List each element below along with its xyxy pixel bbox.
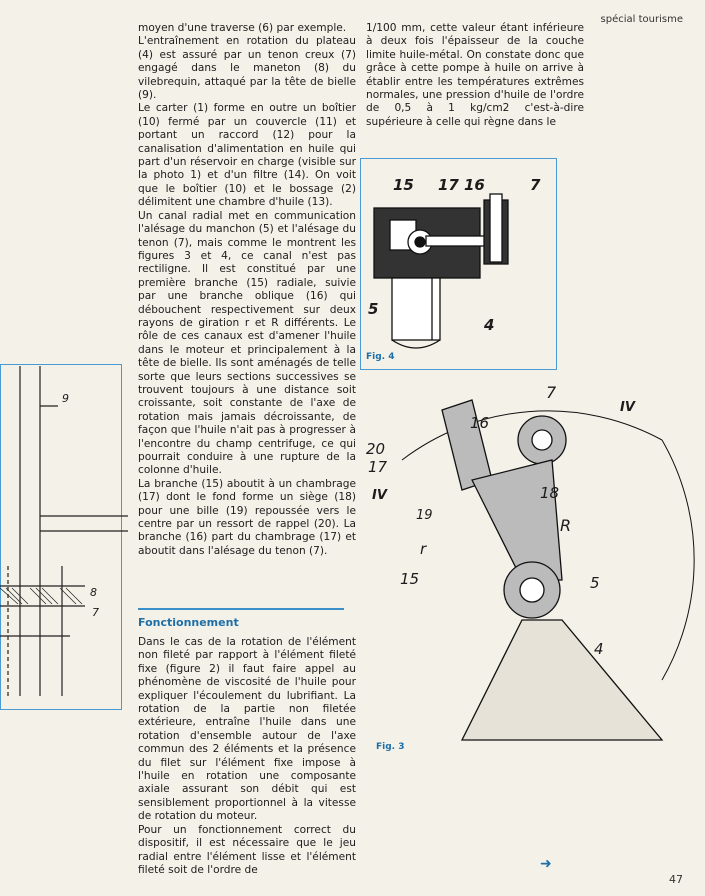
figure-3-caption: Fig. 3 [376, 742, 405, 752]
figure-3-label: IV [620, 400, 635, 415]
figure-3-label: 19 [416, 508, 433, 523]
figure-4-caption: Fig. 4 [366, 352, 395, 362]
figure-4-label: 5 [368, 300, 379, 318]
paragraph: La branche (15) aboutit à un chambrage (17) dont le fond forme un siège (18) pour une bille (19) repoussée vers le centre par un ressort de rappel (20). La branche (16) part du chambrage (17) et aboutit dans l'alésage du tenon (7). [138, 477, 356, 557]
figure-2-drawing [0, 366, 130, 706]
figure-3-label: 5 [590, 574, 600, 592]
figure-3-label: 15 [400, 570, 420, 588]
figure-4-label: 16 [464, 176, 485, 194]
figure-4-label: 17 [438, 176, 459, 194]
figure-3-label: 7 [546, 383, 557, 402]
figure-3-label: 17 [368, 458, 388, 476]
figure-3-label: R [560, 516, 572, 535]
figure-3-label: 18 [540, 484, 560, 502]
section-heading: Fonctionnement [138, 608, 344, 629]
paragraph: L'entraînement en rotation du plateau (4) est assuré par un tenon creux (7) engagé dans le maneton (8) du vilebrequin, attaqué par la tête de bielle (9). [138, 35, 356, 102]
figure-3-label: r [420, 540, 427, 558]
figure-2-label: 7 [92, 606, 99, 619]
running-head: spécial tourisme [600, 14, 683, 25]
paragraph: Le carter (1) forme en outre un boîtier (10) fermé par un couvercle (11) et portant un raccord (12) pour la canalisation d'alimentation en huile qui part d'un réservoir en charge (visible sur la photo 1) et d'un filtre (14). On voit que le boîtier (10) et le bossage (2) délimitent une chambre d'huile (13). [138, 102, 356, 209]
figure-4-label: 15 [393, 176, 414, 194]
paragraph: 1/100 mm, cette valeur étant inférieure à deux fois l'épaisseur de la couche limite huile-métal. On constate donc que grâce à cette pompe à huile on arrive à établir entre les températures extrêmes normales, une pression d'huile de l'ordre de 0,5 à 1 kg/cm2 c'est-à-dire supérieure à celle qui règne dans le [366, 22, 584, 128]
figure-2-label: 9 [62, 392, 69, 405]
figure-4-label: 4 [484, 316, 495, 334]
body-column-right [366, 22, 584, 129]
figure-4-label: 7 [530, 176, 541, 194]
figure-3-label: 4 [594, 640, 604, 658]
body-column-lower [138, 636, 356, 877]
page-number: 47 [669, 873, 683, 886]
continue-arrow-icon: ➜ [540, 856, 552, 872]
figure-2-label: 8 [90, 586, 97, 599]
body-column-middle [138, 22, 356, 558]
paragraph: Un canal radial met en communication l'alésage du manchon (5) et l'alésage du tenon (7), mais comme le montrent les figures 3 et 4, ce canal n'est pas rectiligne. Il est constitué par une première branche (15) radiale, suivie par une branche oblique (16) qui débouchent respectivement sur deux rayons de giration r et R différents. Le rôle de ces canaux est d'amener l'huile dans le moteur et principalement à la tête de bielle. Ils sont aménagés de telle sorte que leurs sections successives se trouvent toujours à une distance soit croissante, soit constante de l'axe de rotation mais jamais décroissante, de façon que l'huile n'ait pas à progresser à l'encontre du champ centrifuge, ce qui pourrait conduire à une rupture de la colonne d'huile. [138, 209, 356, 477]
figure-3-label: 16 [470, 414, 490, 432]
figure-3-label: 20 [366, 440, 386, 458]
paragraph: Pour un fonctionnement correct du dispositif, il est nécessaire que le jeu radial entre l'élément lisse et l'élément fileté soit de l'ordre de [138, 823, 356, 876]
paragraph: Dans le cas de la rotation de l'élément non fileté par rapport à l'élément fileté fixe (figure 2) il faut faire appel au phénomène de viscosité de l'huile pour expliquer l'écoulement du lubrifiant. La rotation de la partie non filetée extérieure, entraîne l'huile dans une rotation d'ensemble autour de l'axe commun des 2 éléments et la présence du filet sur l'élément fixe impose à l'huile en rotation une composante axiale assurant son débit qui est sensiblement proportionnel à la vitesse de rotation du moteur. [138, 636, 356, 823]
paragraph: moyen d'une traverse (6) par exemple. [138, 22, 347, 34]
figure-3-label: IV [372, 488, 387, 503]
